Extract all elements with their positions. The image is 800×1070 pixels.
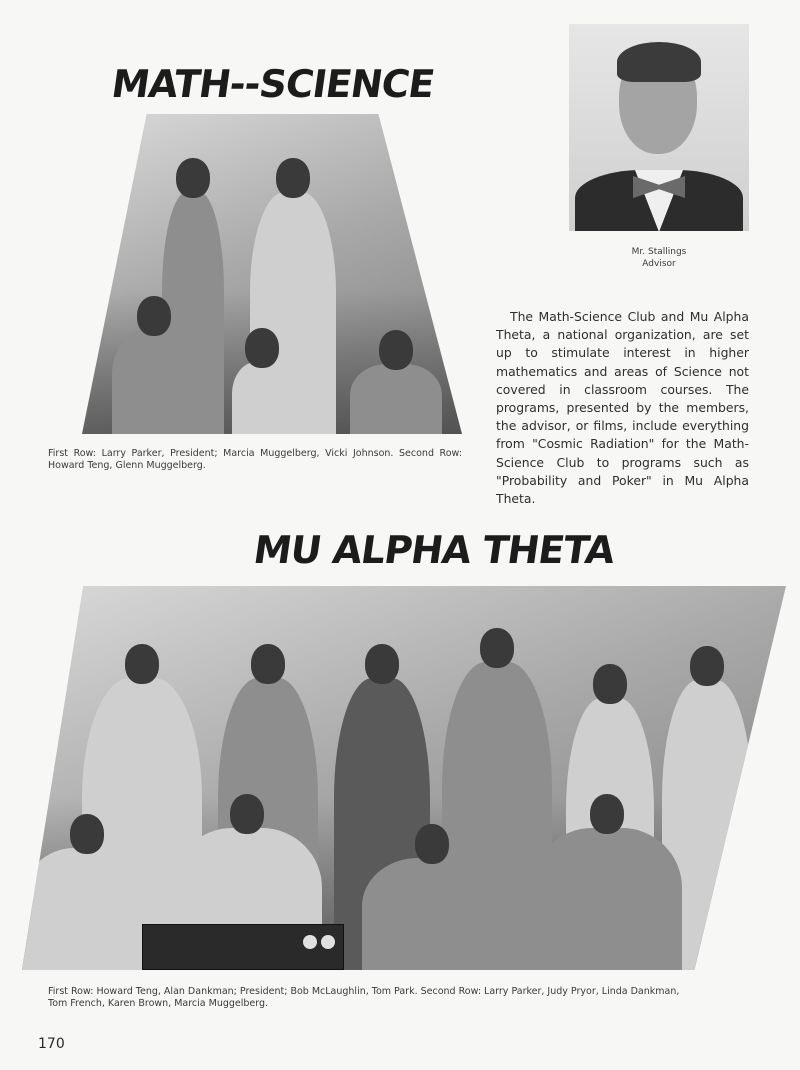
- photo-figure: [232, 362, 292, 434]
- photo-figure: [22, 848, 152, 970]
- advisor-caption: [569, 246, 749, 270]
- photo-figure: [532, 828, 682, 970]
- circuit-board: [142, 924, 344, 970]
- mu-alpha-theta-title: MU ALPHA THETA: [250, 528, 617, 572]
- mu-alpha-theta-caption: First Row: Howard Teng, Alan Dankman; President; Bob McLaughlin, Tom Park. Second Row: Larry Parker, Judy Pryor, Linda Dankman, Tom French, Karen Brown, Marcia Muggelberg.: [48, 986, 680, 1009]
- advisor-name: Mr. Stallings: [631, 247, 687, 257]
- advisor-role: Advisor: [642, 259, 676, 269]
- advisor-portrait: [569, 24, 749, 231]
- math-science-title: MATH--SCIENCE: [108, 62, 437, 106]
- photo-figure: [362, 858, 502, 970]
- photo-figure: [350, 364, 442, 434]
- photo-figure: [112, 330, 196, 434]
- math-science-group-photo: [82, 114, 462, 434]
- page-number: 170: [38, 1036, 65, 1052]
- math-science-caption: First Row: Larry Parker, President; Marcia Muggelberg, Vicki Johnson. Second Row: Howard Teng, Glenn Muggelberg.: [48, 448, 462, 471]
- club-description: The Math-Science Club and Mu Alpha Theta, a national organization, are set up to stimulate interest in higher mathematics and areas of Science not covered in classroom courses. The programs, presented by the members, the advisor, or films, include everything from "Cosmic Radiation" for the Math-Science Club to programs such as "Probability and Poker" in Mu Alpha Theta.: [496, 309, 749, 507]
- mu-alpha-theta-group-photo: [22, 586, 786, 970]
